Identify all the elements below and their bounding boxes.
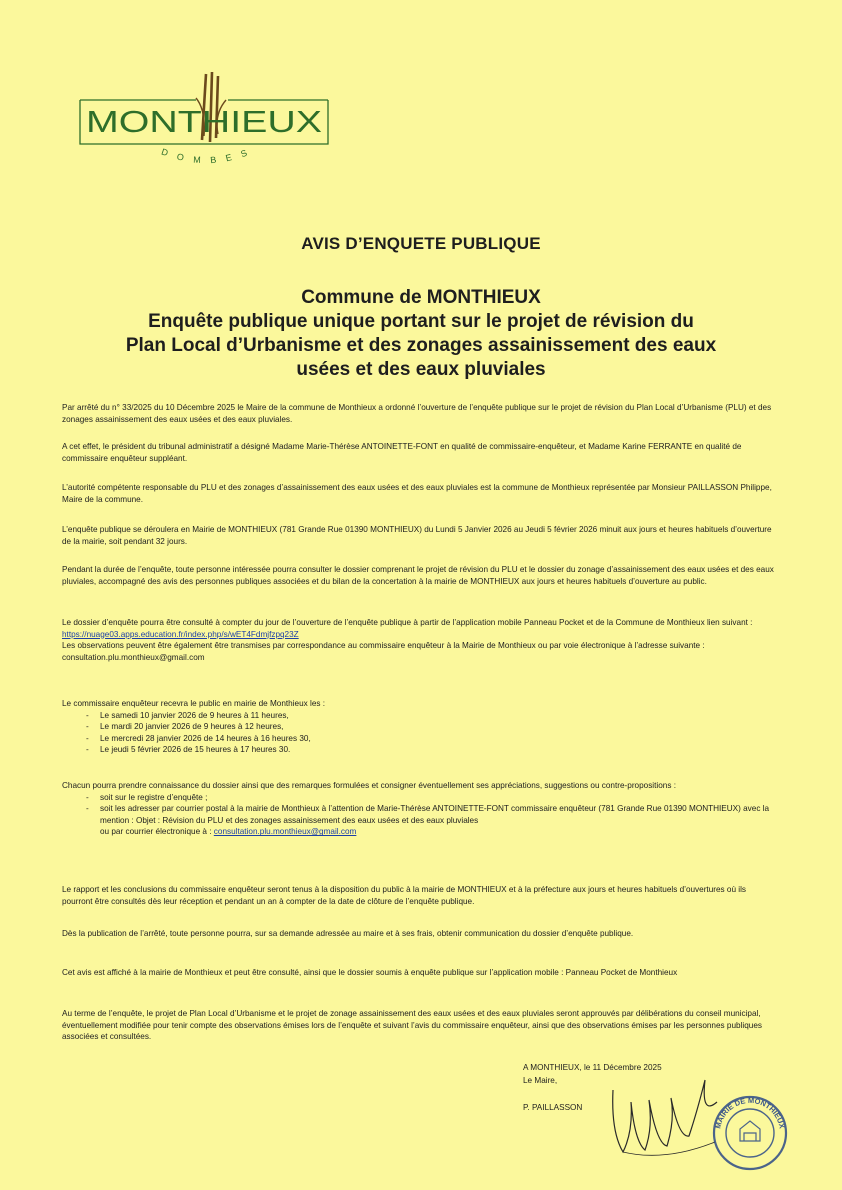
list-item: - Le mercredi 28 janvier 2026 de 14 heures à 16 heures 30, (86, 733, 774, 745)
online-text: Le dossier d’enquête pourra être consulté à compter du jour de l’ouverture de l’enquête publique à partir de l’application mobile Panneau Pocket et de la Commune de Monthieux lien suivant : (62, 618, 753, 627)
paragraph-communication: Dès la publication de l’arrêté, toute personne pourra, sur sa demande adressée au maire et à ses frais, obtenir communication du dossier d’enquête publique. (62, 929, 634, 938)
paragraph-consultation: Pendant la durée de l’enquête, toute personne intéressée pourra consulter le dossier comprenant le projet de révision du PLU et le dossier du zonage d’assainissement des eaux usées et des eaux pluviales, accompagné des avis des personnes publiques associées et du bilan de la concertation à la mairie de MONTHIEUX aux jours et heures habituels d’ouverture au public. (62, 565, 774, 586)
postal-method: soit les adresser par courrier postal à la mairie de Monthieux à l’attention de Marie-Thérèse ANTOINETTE-FONT commissaire enquêteur (781 Grande Rue 01390 MONTHIEUX) avec la mention : Objet : Révision du PLU et des zonages assainissement des eaux usées et des eaux pluviales (100, 804, 770, 825)
svg-text:DOMBES (160, 144, 258, 165)
paragraph-arrete: Par arrêté du n° 33/2025 du 10 Décembre 2025 le Maire de la commune de Monthieux a ordonné l’ouverture de l’enquête publique sur le projet de révision du Plan Local d’Urbanisme (PLU) et des zonages assainissement des eaux usées et des eaux pluviales. (62, 403, 772, 424)
paragraph-affichage: Cet avis est affiché à la mairie de Monthieux et peut être consulté, ainsi que le dossier soumis à enquête publique sur l’application mobile : Panneau Pocket de Monthieux (62, 968, 678, 977)
handwritten-signature (605, 1072, 725, 1162)
stamp-text: MAIRIE DE MONTHIEUX (713, 1095, 787, 1130)
methods-list (62, 792, 774, 838)
heading-line-3: Plan Local d’Urbanisme et des zonages assainissement des eaux (125, 335, 717, 356)
heading-line-4: usées et des eaux pluviales (296, 359, 546, 380)
heading-commune: Commune de MONTHIEUX (301, 287, 541, 308)
paragraph-dates: L’enquête publique se déroulera en Mairie de MONTHIEUX (781 Grande Rue 01390 MONTHIEUX) du Lundi 5 Janvier 2026 au Jeudi 5 février 2026 minuit aux jours et heures habituels d’ouverture de la mairie, soit pendant 32 jours. (62, 525, 772, 546)
paragraph-rapport: Le rapport et les conclusions du commissaire enquêteur seront tenus à la disposition du public à la mairie de MONTHIEUX et à la préfecture aux jours et heures habituels d’ouvertures où ils pourront être consultés dès leur réception et pendant un an à compter de la date de clôture de l’enquête publique. (62, 885, 747, 906)
dossier-link[interactable]: https://nuage03.apps.education.fr/index.php/s/wET4Fdmjfzpq23Z (62, 629, 299, 639)
main-heading (60, 286, 782, 382)
permanences-intro: Le commissaire enquêteur recevra le public en mairie de Monthieux les : (62, 699, 326, 708)
permanences-list (62, 710, 774, 756)
list-item: - Le samedi 10 janvier 2026 de 9 heures à 11 heures, (86, 710, 774, 722)
email-method-prefix: ou par courrier électronique à : (100, 827, 212, 837)
paragraph-online (62, 617, 774, 663)
methods-intro: Chacun pourra prendre connaissance du dossier ainsi que des remarques formulées et consigner éventuellement ses appréciations, suggestions ou contre-propositions : (62, 781, 676, 790)
heading-line-2: Enquête publique unique portant sur le projet de révision du (148, 311, 694, 332)
paragraph-commissaire: A cet effet, le président du tribunal administratif a désigné Madame Marie-Thérèse ANTOINETTE-FONT en qualité de commissaire-enquêteur, et Madame Karine FERRANTE en qualité de commissaire enquêteur suppléant. (62, 442, 742, 463)
list-item (86, 803, 774, 838)
logo-subtitle: DOMBES (160, 144, 258, 166)
notice-title: AVIS D’ENQUETE PUBLIQUE (301, 234, 541, 253)
mairie-stamp (710, 1093, 790, 1173)
observations-text: Les observations peuvent être également être transmises par correspondance au commissaire enquêteur à la Mairie de Monthieux ou par voie électronique à l’adresse suivante : consultation.plu.monthieux@gmail.com (62, 641, 705, 662)
list-item: - soit sur le registre d’enquête ; (86, 792, 774, 804)
methods-block (62, 780, 774, 838)
paragraph-autorite: L’autorité compétente responsable du PLU et des zonages d’assainissement des eaux usées et des eaux pluviales est la commune de Monthieux représentée par Monsieur PAILLASSON Philippe, Maire de la commune. (62, 483, 772, 504)
list-item: - Le jeudi 5 février 2026 de 15 heures à 17 heures 30. (86, 744, 774, 756)
permanences-block (62, 698, 774, 756)
signature-date: A MONTHIEUX, le 11 Décembre 2025 (523, 1063, 662, 1072)
logo-name: MONTHIEUX (86, 104, 323, 139)
signature-role: Le Maire, (523, 1076, 558, 1085)
signature-name: P. PAILLASSON (523, 1103, 583, 1112)
paragraph-approbation: Au terme de l’enquête, le projet de Plan Local d’Urbanisme et le projet de zonage assainissement des eaux usées et des eaux pluviales seront approuvés par délibérations du conseil municipal, éventuellement modifiée pour tenir compte des observations émises lors de l’enquête et suivant l’avis du commissaire enquêteur, ainsi que des observations émises par les personnes publiques associées et consultées. (62, 1009, 762, 1042)
email-link[interactable]: consultation.plu.monthieux@gmail.com (213, 827, 357, 837)
monthieux-logo (78, 70, 330, 178)
svg-text:MAIRIE DE MONTHIEUX (713, 1096, 786, 1130)
list-item: - Le mardi 20 janvier 2026 de 9 heures à 12 heures, (86, 721, 774, 733)
